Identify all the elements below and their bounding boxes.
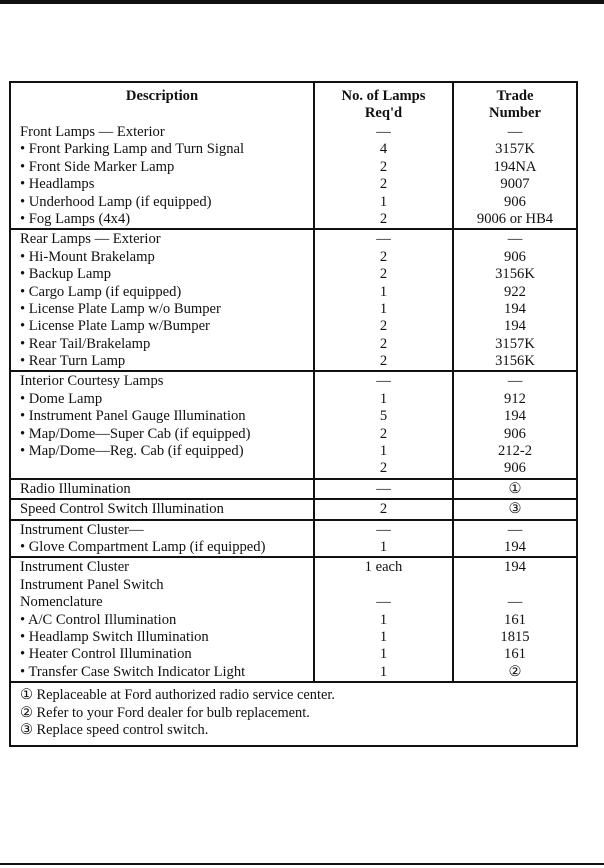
trade-number: 194 <box>504 559 526 576</box>
trade-number: 194 <box>504 300 526 317</box>
table-body <box>11 123 576 681</box>
lamps-value: 2 <box>379 266 388 283</box>
description-line: • Instrument Panel Gauge Illumination <box>20 408 246 425</box>
description-line: Front Lamps — Exterior <box>20 124 165 140</box>
trade-number: ③ <box>508 501 522 518</box>
description-line: Instrument Cluster— <box>20 521 144 538</box>
description-cell <box>11 521 315 557</box>
lamps-value: 2 <box>379 248 388 265</box>
description-line: • Front Parking Lamp and Turn Signal <box>20 141 245 158</box>
description-line: Radio Illumination <box>20 480 131 497</box>
trade-cell <box>454 230 576 370</box>
lamps-value: 2 <box>379 158 388 175</box>
trade-number: — <box>507 231 523 248</box>
trade-number: 194 <box>504 538 526 555</box>
lamps-value: 1 <box>379 193 388 210</box>
lamps-value: 2 <box>379 318 388 335</box>
description-line: Rear Lamps — Exterior <box>20 231 161 248</box>
trade-cell <box>454 123 576 228</box>
table-row <box>11 478 576 498</box>
bottom-rule <box>0 863 604 865</box>
trade-number: 906 <box>504 193 526 210</box>
description-cell <box>11 123 315 228</box>
lamps-value: 2 <box>379 176 388 193</box>
description-line: • Hi-Mount Brakelamp <box>20 248 155 265</box>
lamps-value: 1 <box>379 443 388 460</box>
description-line: • Headlamps <box>20 176 95 193</box>
description-line: • Front Side Marker Lamp <box>20 158 175 175</box>
trade-number: 194 <box>504 318 526 335</box>
description-line: Instrument Cluster <box>20 559 130 576</box>
description-cell <box>11 372 315 477</box>
description-line: • Headlamp Switch Illumination <box>20 628 209 645</box>
description-line: • License Plate Lamp w/o Bumper <box>20 300 221 317</box>
footnote-1: ① Replaceable at Ford authorized radio service center. <box>20 687 335 704</box>
lamps-cell <box>315 372 454 477</box>
trade-number: 194 <box>504 408 526 425</box>
trade-number: — <box>507 594 523 611</box>
description-line: • Glove Compartment Lamp (if equipped) <box>20 538 266 555</box>
table-row <box>11 370 576 477</box>
lamps-value: 1 <box>379 390 388 407</box>
lamps-value: 2 <box>379 425 388 442</box>
lamps-value: 2 <box>379 335 388 352</box>
trade-cell <box>454 372 576 477</box>
trade-number: 212-2 <box>497 443 533 460</box>
trade-number: — <box>507 521 523 538</box>
description-cell <box>11 558 315 681</box>
lamps-value: — <box>376 480 391 497</box>
lamps-value: — <box>376 124 391 140</box>
header-description-cell <box>11 83 315 123</box>
description-line: • Map/Dome—Reg. Cab (if equipped) <box>20 443 244 460</box>
description-line: • A/C Control Illumination <box>20 611 177 628</box>
header-lamps-cell <box>315 83 454 123</box>
lamps-value: 2 <box>379 210 388 227</box>
table-header-row <box>11 83 576 123</box>
lamps-cell <box>315 123 454 228</box>
lamps-value: 2 <box>379 501 388 518</box>
description-line: Instrument Panel Switch <box>20 576 164 593</box>
lamps-value: 2 <box>379 353 388 370</box>
table-row <box>11 519 576 557</box>
description-line <box>20 460 313 477</box>
lamps-value: 1 <box>379 300 388 317</box>
table-row <box>11 556 576 681</box>
description-cell <box>11 230 315 370</box>
header-trade-cell <box>454 83 576 123</box>
trade-number: 3156K <box>495 353 535 370</box>
trade-number: 194NA <box>493 158 537 175</box>
trade-number: 9006 or HB4 <box>476 210 554 227</box>
description-line: • License Plate Lamp w/Bumper <box>20 318 210 335</box>
lamps-cell <box>315 500 454 518</box>
trade-cell <box>454 558 576 681</box>
trade-number: ① <box>508 480 522 497</box>
lamps-cell <box>315 230 454 370</box>
lamps-value: 1 <box>379 628 388 645</box>
lamps-value: 1 <box>379 646 388 663</box>
lamps-value: 1 each <box>364 559 403 576</box>
description-line: Speed Control Switch Illumination <box>20 501 224 518</box>
description-line: • Dome Lamp <box>20 390 103 407</box>
description-line: Nomenclature <box>20 594 103 611</box>
header-lamps-line-1: No. of Lamps <box>341 88 426 104</box>
table-row <box>11 498 576 518</box>
trade-number: 912 <box>504 390 526 407</box>
description-line: • Rear Tail/Brakelamp <box>20 335 151 352</box>
description-line: • Underhood Lamp (if equipped) <box>20 193 212 210</box>
header-trade-line-2: Number <box>489 105 541 122</box>
trade-number: — <box>507 124 523 140</box>
description-line: • Backup Lamp <box>20 266 112 283</box>
lamps-value: 1 <box>379 283 388 300</box>
footnote-2: ② Refer to your Ford dealer for bulb replacement. <box>20 704 310 721</box>
description-line: • Fog Lamps (4x4) <box>20 210 131 227</box>
description-line: • Map/Dome—Super Cab (if equipped) <box>20 425 251 442</box>
description-cell <box>11 480 315 498</box>
footnote-3: ③ Replace speed control switch. <box>20 721 209 738</box>
lamps-cell <box>315 480 454 498</box>
footnotes <box>11 681 576 745</box>
trade-number: 9007 <box>500 176 530 193</box>
trade-number: 3157K <box>495 141 535 158</box>
lamps-cell <box>315 521 454 557</box>
lamps-value: 2 <box>379 460 388 477</box>
lamps-value: 1 <box>379 538 388 555</box>
trade-number <box>454 577 576 594</box>
top-rule <box>0 0 604 4</box>
trade-number: 906 <box>504 425 526 442</box>
header-trade-line-1: Trade <box>496 88 534 104</box>
trade-number: 922 <box>504 283 526 300</box>
table-row <box>11 123 576 228</box>
description-line: • Heater Control Illumination <box>20 646 192 663</box>
description-line: • Transfer Case Switch Indicator Light <box>20 663 246 680</box>
lamps-value: — <box>376 594 391 611</box>
trade-number: 906 <box>504 248 526 265</box>
lamps-value: — <box>376 231 391 248</box>
trade-number: ② <box>508 663 522 680</box>
description-line: • Cargo Lamp (if equipped) <box>20 283 182 300</box>
header-lamps-line-2: Req'd <box>364 105 403 122</box>
trade-number: 161 <box>504 646 526 663</box>
bulb-specification-table <box>9 81 578 747</box>
description-line: • Rear Turn Lamp <box>20 353 126 370</box>
lamps-value: — <box>376 521 391 538</box>
trade-number: — <box>507 373 523 390</box>
trade-number: 3156K <box>495 266 535 283</box>
description-cell <box>11 500 315 518</box>
trade-number: 1815 <box>500 628 530 645</box>
trade-cell <box>454 500 576 518</box>
trade-number: 906 <box>504 460 526 477</box>
lamps-cell <box>315 558 454 681</box>
lamps-value: 1 <box>379 663 388 680</box>
trade-number: 161 <box>504 611 526 628</box>
table-row <box>11 228 576 370</box>
lamps-value: — <box>376 373 391 390</box>
trade-number: 3157K <box>495 335 535 352</box>
lamps-value <box>315 577 452 594</box>
lamps-value: 5 <box>379 408 388 425</box>
trade-cell <box>454 480 576 498</box>
lamps-value: 1 <box>379 611 388 628</box>
header-description: Description <box>125 88 199 104</box>
lamps-value: 4 <box>379 141 388 158</box>
trade-cell <box>454 521 576 557</box>
description-line: Interior Courtesy Lamps <box>20 373 164 390</box>
